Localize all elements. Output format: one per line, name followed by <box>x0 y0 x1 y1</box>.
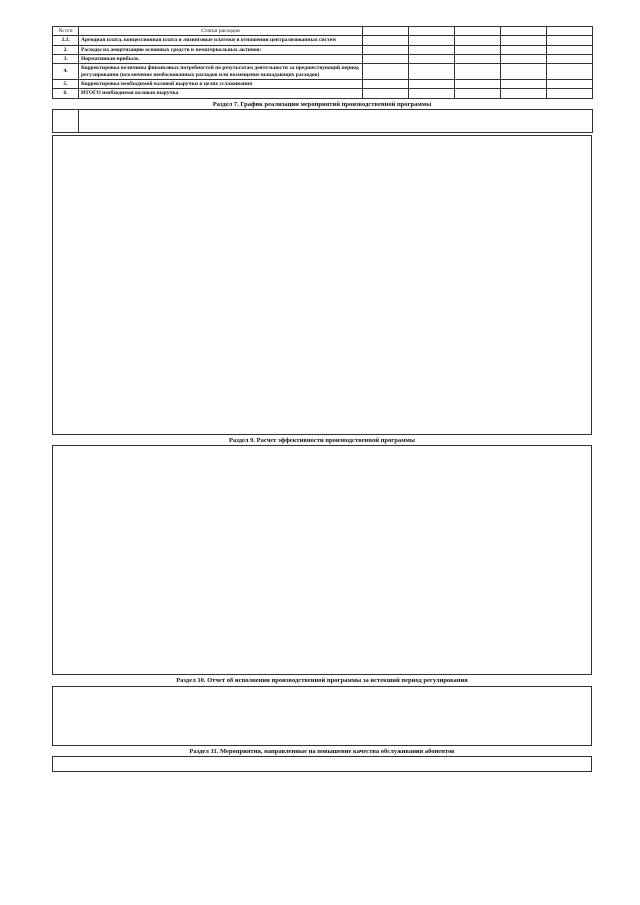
row-label: Корректировка необходимой валовой выручки в целях сглаживания <box>79 79 363 88</box>
section-9-title: Раздел 9. Расчет эффективности производственной программы <box>228 436 415 444</box>
section-11-title: Раздел 11. Мероприятия, направленные на повышение качества обслуживания абонентов <box>189 747 455 755</box>
section-8-tables <box>52 135 592 435</box>
table-row: 5. Корректировка необходимой валовой выручки в целях сглаживания <box>53 79 593 88</box>
table-row: 3. Нормативная прибыль <box>53 54 593 63</box>
row-label: Нормативная прибыль <box>79 54 363 63</box>
header-no: № п/п <box>53 27 79 36</box>
row-label: Корректировка величины финансовых потребностей по результатам деятельности за предшествующий период регулирования (исключение необоснованных расходов или возмещение выпадающих расходов) <box>79 64 363 80</box>
row-label: Расходы на амортизацию основных средств и нематериальных активов: <box>79 45 363 54</box>
table-row: 3.3. Арендная плата, концессионная плата и лизинговые платежи в отношении централизованных систем <box>53 36 593 45</box>
expenses-table <box>52 26 593 99</box>
table-header-row <box>53 27 593 36</box>
header-expense-items: Статьи расходов <box>79 27 363 36</box>
section-7-table <box>52 109 593 133</box>
section-9-table <box>52 445 592 675</box>
illegible-region <box>52 135 592 435</box>
document-page <box>52 26 592 891</box>
table-row: 6. ИТОГО необходимая валовая выручка <box>53 89 593 98</box>
section-10-title: Раздел 10. Отчет об исполнении производственной программы за истекший период регулирования <box>176 677 468 685</box>
row-label: ИТОГО необходимая валовая выручка <box>79 89 363 98</box>
table-row: 4. Корректировка величины финансовых потребностей по результатам деятельности за предшествующий период регулирования (исключение необоснованных расходов или возмещение выпадающих расходов) <box>53 64 593 80</box>
section-7-title: Раздел 7. График реализации мероприятий производственной программы <box>212 100 432 108</box>
section-11-table <box>52 756 592 772</box>
table-row: 2. Расходы на амортизацию основных средств и нематериальных активов: <box>53 45 593 54</box>
section-10-table <box>52 686 592 746</box>
row-label: Арендная плата, концессионная плата и лизинговые платежи в отношении централизованных систем <box>79 36 363 45</box>
